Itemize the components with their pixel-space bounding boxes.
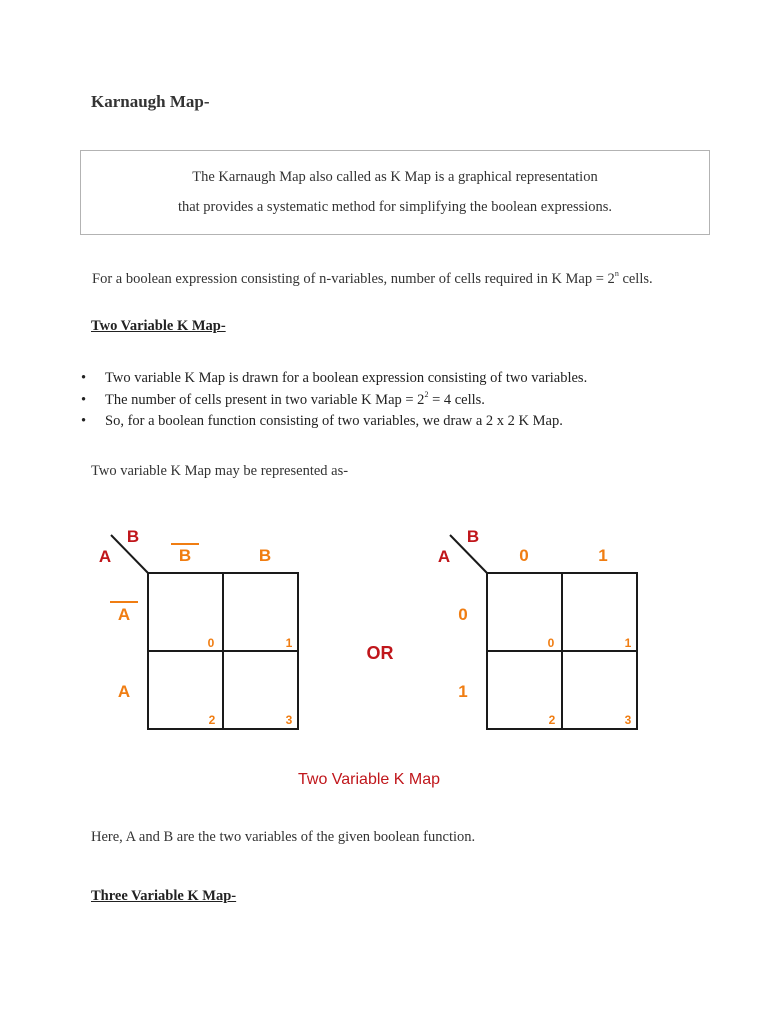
right-k-map bbox=[438, 527, 637, 729]
left-row-header-a: A bbox=[117, 682, 131, 701]
definition-line-2: that provides a systematic method for simplifying the boolean expressions. bbox=[177, 199, 613, 215]
left-row-var-label: A bbox=[98, 547, 112, 566]
right-col-var-label: B bbox=[466, 527, 480, 546]
two-variable-heading: Two Variable K Map- bbox=[91, 318, 226, 334]
bullet-text: Two variable K Map is drawn for a boolean expression consisting of two variables. bbox=[105, 370, 588, 386]
diagram-caption: Two Variable K Map bbox=[298, 771, 440, 788]
left-col-header-b: B bbox=[258, 546, 272, 565]
right-cell-index-3: 3 bbox=[624, 713, 632, 727]
right-cell-index-1: 1 bbox=[624, 636, 632, 650]
right-col-header-1: 1 bbox=[598, 546, 608, 565]
formula-suffix: cells. bbox=[618, 271, 653, 287]
list-item bbox=[80, 412, 587, 434]
definition-box bbox=[80, 150, 710, 235]
right-cell-index-0: 0 bbox=[547, 636, 555, 650]
k-map-diagram bbox=[0, 515, 768, 795]
right-row-header-1: 1 bbox=[458, 682, 468, 701]
bullet-icon: • bbox=[81, 413, 87, 429]
left-k-map bbox=[99, 527, 298, 729]
bullet-text: So, for a boolean function consisting of two variables, we draw a 2 x 2 K Map. bbox=[105, 413, 563, 429]
three-variable-heading: Three Variable K Map- bbox=[91, 888, 237, 904]
left-cell-index-0: 0 bbox=[207, 636, 215, 650]
represented-as-text: Two variable K Map may be represented as- bbox=[91, 463, 349, 479]
right-cell-index-2: 2 bbox=[548, 713, 556, 727]
list-item bbox=[80, 391, 587, 413]
bullet-exponent: 2 bbox=[424, 389, 429, 399]
right-row-var-label: A bbox=[437, 547, 451, 566]
left-cell-index-3: 3 bbox=[285, 713, 293, 727]
cell-count-formula bbox=[92, 271, 653, 288]
bullet-text: The number of cells present in two variable K Map = 2 bbox=[105, 391, 425, 408]
left-cell-index-1: 1 bbox=[285, 636, 293, 650]
formula-text: For a boolean expression consisting of n-variables, number of cells required in K Map = 2 bbox=[92, 271, 615, 287]
list-item bbox=[80, 369, 587, 391]
left-row-header-a-bar: A bbox=[117, 605, 131, 624]
two-variable-bullet-list bbox=[80, 369, 587, 434]
bullet-icon: • bbox=[81, 370, 87, 386]
variables-note: Here, A and B are the two variables of the given boolean function. bbox=[91, 829, 476, 845]
right-row-header-0: 0 bbox=[458, 605, 468, 624]
page-title: Karnaugh Map- bbox=[91, 92, 210, 111]
left-cell-index-2: 2 bbox=[208, 713, 216, 727]
formula-exponent: n bbox=[614, 269, 619, 278]
right-col-header-0: 0 bbox=[519, 546, 529, 565]
left-col-var-label: B bbox=[126, 527, 140, 546]
left-col-header-b-bar: B bbox=[178, 546, 192, 565]
or-separator: OR bbox=[366, 643, 394, 663]
bullet-suffix: = 4 cells. bbox=[428, 391, 485, 408]
definition-line-1: The Karnaugh Map also called as K Map is a graphical representation bbox=[192, 169, 598, 185]
bullet-icon: • bbox=[81, 391, 87, 408]
